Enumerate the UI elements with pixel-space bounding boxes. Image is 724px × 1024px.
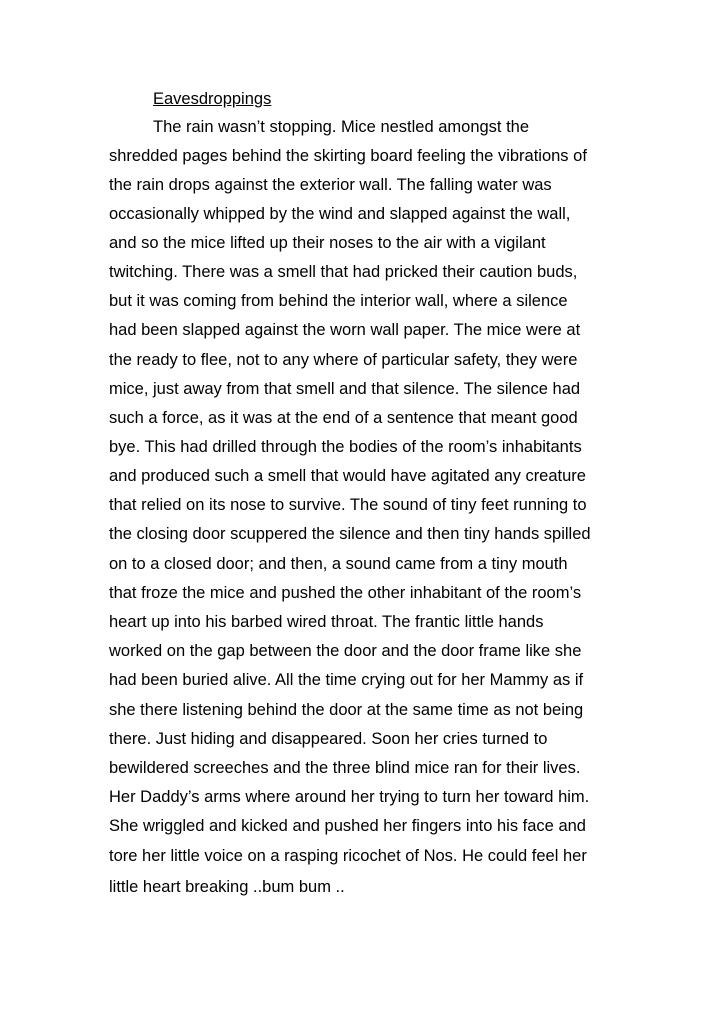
text-line: the ready to flee, not to any where of particular safety, they were	[109, 351, 578, 369]
text-line: that froze the mice and pushed the other inhabitant of the room’s	[109, 584, 582, 602]
text-line: shredded pages behind the skirting board feeling the vibrations of	[109, 147, 587, 165]
text-line: such a force, as it was at the end of a sentence that meant good	[109, 409, 578, 427]
text-line: she there listening behind the door at the same time as not being	[109, 701, 584, 719]
text-line: on to a closed door; and then, a sound came from a tiny mouth	[109, 555, 568, 573]
text-line: Her Daddy’s arms where around her trying to turn her toward him.	[109, 788, 590, 806]
text-line: The rain wasn’t stopping. Mice nestled amongst the	[153, 118, 530, 136]
text-line: had been buried alive. All the time crying out for her Mammy as if	[109, 671, 584, 689]
text-line: that relied on its nose to survive. The sound of tiny feet running to	[109, 496, 587, 514]
text-line: tore her little voice on a rasping ricochet of Nos. He could feel her	[109, 847, 587, 865]
text-line: worked on the gap between the door and the door frame like she	[109, 642, 582, 660]
text-line: bewildered screeches and the three blind mice ran for their lives.	[109, 759, 581, 777]
document-title: Eavesdroppings	[153, 90, 272, 108]
text-line: bye. This had drilled through the bodies of the room’s inhabitants	[109, 438, 582, 456]
text-line: and so the mice lifted up their noses to the air with a vigilant	[109, 234, 546, 252]
text-line: there. Just hiding and disappeared. Soon her cries turned to	[109, 730, 548, 748]
text-line: the rain drops against the exterior wall. The falling water was	[109, 176, 552, 194]
text-line: but it was coming from behind the interior wall, where a silence	[109, 292, 568, 310]
text-line: mice, just away from that smell and that silence. The silence had	[109, 380, 581, 398]
text-line: had been slapped against the worn wall paper. The mice were at	[109, 321, 581, 339]
text-line: the closing door scuppered the silence and then tiny hands spilled	[109, 525, 591, 543]
text-line: and produced such a smell that would have agitated any creature	[109, 467, 586, 485]
text-line: heart up into his barbed wired throat. The frantic little hands	[109, 613, 544, 631]
text-line: twitching. There was a smell that had pricked their caution buds,	[109, 263, 578, 281]
text-line: little heart breaking ..bum bum ..	[109, 878, 345, 896]
text-line: occasionally whipped by the wind and slapped against the wall,	[109, 205, 571, 223]
text-line: She wriggled and kicked and pushed her fingers into his face and	[109, 817, 586, 835]
